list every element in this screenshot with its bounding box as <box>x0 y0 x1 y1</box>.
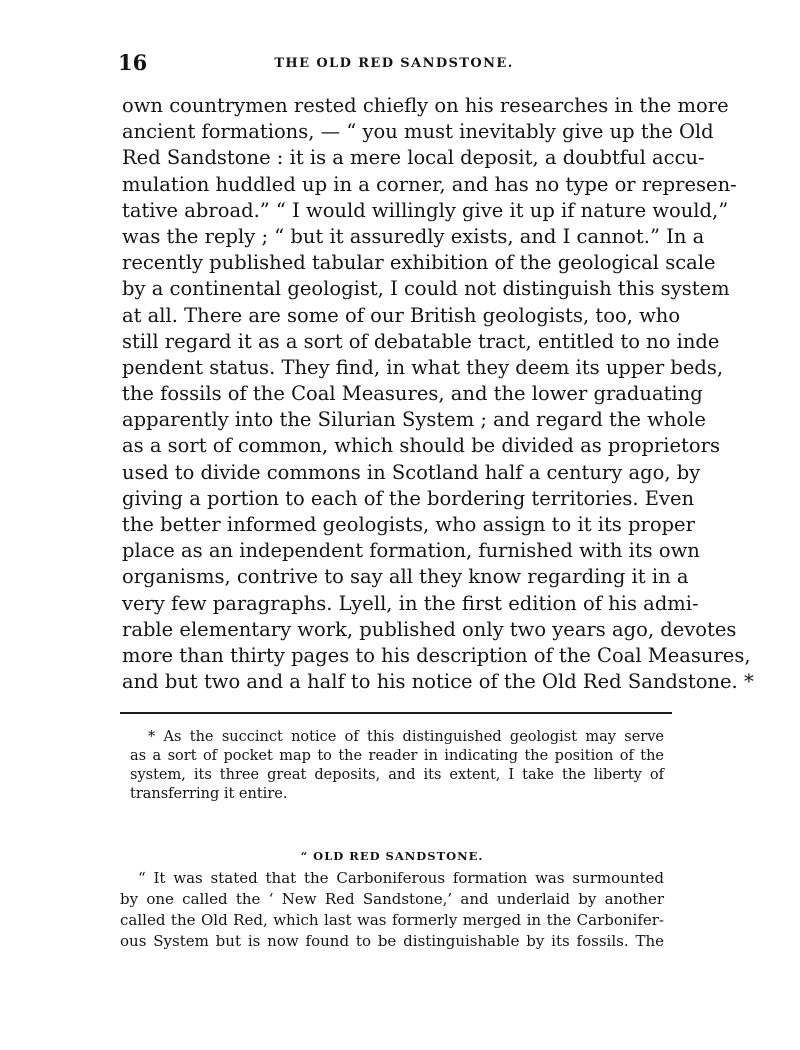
footnote <box>130 728 664 804</box>
footnote-divider <box>120 712 672 714</box>
body-line: by a continental geologist, I could not distinguish this system <box>122 277 730 301</box>
body-text <box>122 93 754 695</box>
body-line: was the reply ; “ but it assuredly exists, and I cannot.” In a <box>122 224 705 248</box>
body-line: and but two and a half to his notice of the Old Red Sandstone. * <box>122 670 754 694</box>
body-line: mulation huddled up in a corner, and has no type or represen- <box>122 172 737 196</box>
running-head: THE OLD RED SANDSTONE. <box>274 56 514 71</box>
body-line: tative abroad.” “ I would willingly give it up if nature would,” <box>122 198 729 222</box>
quote-line: ous System but is now found to be distinguishable by its fossils. The <box>120 932 664 950</box>
body-line: used to divide commons in Scotland half a century ago, by <box>122 460 701 484</box>
body-line: rable elementary work, published only two years ago, devotes <box>122 617 737 641</box>
body-line: giving a portion to each of the bordering territories. Even <box>122 486 695 510</box>
page-number: 16 <box>118 50 148 75</box>
footnote-heading: “ OLD RED SANDSTONE. <box>300 849 484 863</box>
page-header <box>118 52 670 76</box>
body-line: very few paragraphs. Lyell, in the first edition of his admi- <box>122 591 699 615</box>
footnote-quote <box>120 848 664 952</box>
body-line: as a sort of common, which should be divided as proprietors <box>122 434 720 458</box>
body-line: more than thirty pages to his description of the Coal Measures, <box>122 643 751 667</box>
footnote-line: as a sort of pocket map to the reader in indicating the position of the <box>130 748 664 764</box>
body-line: at all. There are some of our British geologists, too, who <box>122 303 681 327</box>
body-line: own countrymen rested chiefly on his researches in the more <box>122 94 729 117</box>
footnote-line: system, its three great deposits, and its extent, I take the liberty of <box>130 767 664 783</box>
footnote-line: * As the succinct notice of this distinguished geologist may serve <box>148 729 664 745</box>
quote-line: called the Old Red, which last was formerly merged in the Carbonifer- <box>120 911 664 929</box>
body-line: the fossils of the Coal Measures, and the lower graduating <box>122 382 703 406</box>
footnote-line: transferring it entire. <box>130 786 288 802</box>
body-line: ancient formations, — “ you must inevitably give up the Old <box>122 120 714 144</box>
body-line: Red Sandstone : it is a mere local deposit, a doubtful accu- <box>122 146 705 170</box>
body-line: still regard it as a sort of debatable tract, entitled to no inde <box>122 329 720 353</box>
body-line: pendent status. They find, in what they deem its upper beds, <box>122 355 724 379</box>
body-line: apparently into the Silurian System ; and regard the whole <box>122 408 706 432</box>
body-line: recently published tabular exhibition of the geological scale <box>122 251 716 275</box>
body-line: place as an independent formation, furnished with its own <box>122 539 700 563</box>
body-line: the better informed geologists, who assign to it its proper <box>122 513 695 536</box>
quote-line: by one called the ‘ New Red Sandstone,’ and underlaid by another <box>120 890 664 908</box>
body-line: organisms, contrive to say all they know regarding it in a <box>122 565 689 589</box>
quote-line: “ It was stated that the Carboniferous formation was surmounted <box>138 869 664 887</box>
